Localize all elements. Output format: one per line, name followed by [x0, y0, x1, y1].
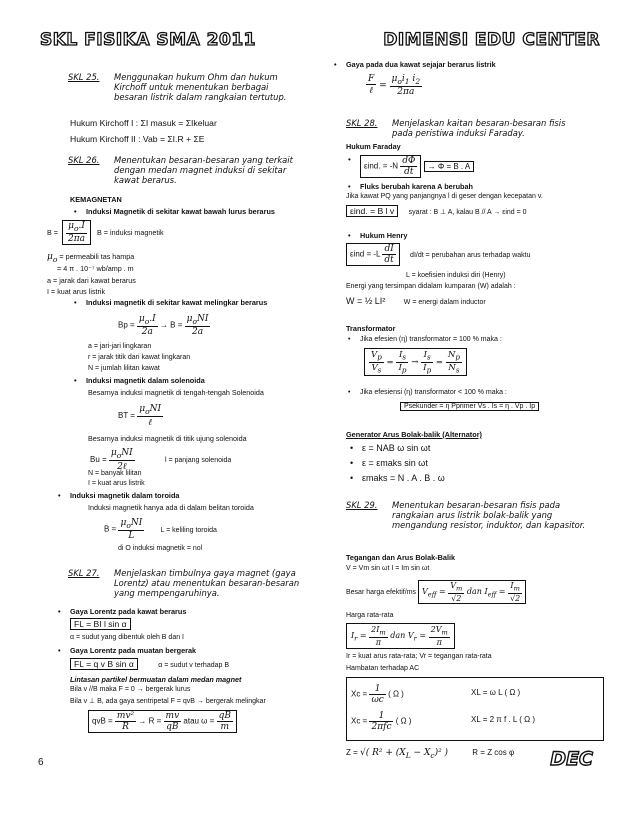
- hambatan-box: [346, 677, 604, 741]
- faraday-heading: Hukum Faraday: [346, 142, 401, 151]
- B-toroida-eq: B =: [104, 524, 117, 534]
- bila-par: Bila v //B maka F = 0 → bergerak lurus: [70, 686, 191, 693]
- skl25-text: Menggunakan hukum Ohm dan hukum Kirchoff untuk menentukan berbagai besaran listrik dalam rangkaian tertutup.: [114, 72, 287, 102]
- lorentz-muatan-heading: • Gaya Lorentz pada muatan bergerak: [70, 646, 196, 655]
- fluks-heading: • Fluks berubah karena A berubah: [360, 182, 473, 191]
- FL-kawat-box: FL = BI l sin α: [70, 618, 131, 630]
- mu0-row: $\mu_o$ = permeabili tas hampa: [47, 252, 135, 264]
- XL-row: XL = ω L ( Ω ): [471, 688, 521, 697]
- fluks-desc: Jika kawat PQ yang panjangnya l di geser dengan kecepatan v.: [346, 193, 543, 200]
- syarat: syarat : B ⊥ A, kalau B // A → εind = 0: [408, 209, 527, 216]
- eps-ind: εind. = -N: [364, 161, 399, 171]
- arrow-B: → B =: [159, 320, 183, 330]
- alpha-desc: α = sudut yang dibentuk oleh B dan I: [70, 634, 184, 641]
- BT-eq: BT =: [118, 411, 135, 421]
- page-number: 6: [38, 757, 44, 768]
- alpha-desc2: α = sudut v terhadap B: [158, 662, 230, 669]
- skl26-text: Menentukan besaran-besaran yang terkait dengan medan magnet induksi di sekitar kawat berarus.: [114, 155, 293, 185]
- efisien100: • Jika efesien (η) transformator = 100 % maka :: [360, 336, 502, 343]
- skl28-text: Menjelaskan kaitan besaran-besaran fisis pada peristiwa induksi Faraday.: [392, 118, 566, 138]
- henry-heading: • Hukum Henry: [360, 231, 407, 240]
- skl27: [68, 568, 313, 598]
- skl29: [346, 500, 606, 530]
- skl27-text: Menjelaskan timbulnya gaya magnet (gaya Lorentz) atau menentukan besaran-besaran yang mempengaruhinya.: [114, 568, 300, 598]
- gen2: • ε = εmaks sin ωt: [362, 458, 428, 468]
- header-title-right: DIMENSI EDU CENTER: [383, 30, 600, 50]
- trafo-formula: $\frac{V_p}{V_s}$ = $\frac{I_s}{I_p}$ → $\frac{I_s}{I_p}$ = $\frac{N_p}{N_s}$: [364, 348, 467, 376]
- gen3: • εmaks = N . A . B . ω: [362, 473, 445, 483]
- Psek: Psekunder = η Pprimer Vs . Is = η . Vp . Ip: [400, 402, 539, 411]
- skl29-text: Menentukan besaran-besaran fisis pada rangkaian arus listrik bolak-balik yang mengandung resistor, induktor, dan kapasitor.: [392, 500, 586, 530]
- B-eq: B =: [47, 227, 58, 237]
- I-desc: I = kuat arus listrik: [47, 287, 106, 296]
- W-eq: W = ½ LI²: [346, 296, 386, 306]
- N-banyak: N = banyak lilitan: [88, 470, 142, 477]
- kirchoff2: Hukum Kirchoff II : Vab = ΣI.R + ΣE: [70, 134, 205, 144]
- B-fraction: $\frac{\mu_o.I}{2\pi a}$: [62, 220, 91, 245]
- B-formula: [47, 220, 164, 245]
- lorentz-kawat-heading: • Gaya Lorentz pada kawat berarus: [70, 607, 186, 616]
- FL-muatan: [70, 658, 229, 670]
- I-kuat: I = kuat arus listrik: [88, 480, 145, 487]
- R-eq: → R =: [138, 716, 162, 726]
- efektif-row: Besar harga efektif/ms $V_{eff}$ = $\frac{V_m}{√2}$ dan $I_{eff}$ = $\frac{I_m}{√2}$: [346, 580, 526, 604]
- di-O: di O induksi magnetik = nol: [118, 545, 203, 552]
- XL2-row: XL = 2 π f . L ( Ω ): [471, 715, 536, 724]
- eps-Blv-row: [346, 205, 527, 217]
- energi-desc: Energi yang tersimpan didalam kumparan (W) adalah :: [346, 283, 516, 290]
- toroida-heading: • Induksi magnetik dalam toroida: [70, 491, 179, 500]
- henry-formula: [346, 243, 531, 266]
- skl29-number: SKL 29.: [346, 500, 378, 510]
- gen1: • ε = NAB ω sin ωt: [362, 443, 430, 453]
- eps-L: εind = -L: [350, 249, 381, 259]
- W-row: [346, 296, 486, 306]
- sejajar-heading: • Gaya pada dua kawat sejajar berarus listrik: [346, 60, 496, 69]
- N-lilitan: N = jumlah lilitan kawat: [88, 365, 160, 372]
- Ir-desc: Ir = kuat arus rata-rata; Vr = tegangan rata-rata: [346, 653, 492, 660]
- header-title-left: SKL FISIKA SMA 2011: [40, 30, 256, 50]
- eps-L-box: εind = -L $\frac{dI}{dt}$: [346, 243, 400, 266]
- lintasan-heading: Lintasan partikel bermuatan dalam medan magnet: [70, 675, 242, 684]
- solenoida-desc: Besarnya induksi magnetik di tengah-tengah Solenoida: [88, 388, 264, 397]
- B-desc: B = induksi magnetik: [97, 227, 164, 237]
- ujung-desc: Besarnya induksi magnetik di titik ujung solenoida: [88, 434, 247, 443]
- FL-muatan-box: FL = q v B sin α: [70, 658, 138, 670]
- Z-row: Z = √( $R^2 + (X_L - X_c)^2$ ) R = Z cos φ: [346, 748, 515, 760]
- Bp-eq: Bp =: [118, 320, 135, 330]
- rata-heading: Harga rata-rata: [346, 612, 394, 619]
- Bp-formula: Bp = $\frac{\mu_o.I}{2a}$ → B = $\frac{\mu_oNI}{2a}$: [118, 314, 209, 337]
- skl26-number: SKL 26.: [68, 155, 100, 165]
- BT-formula: BT = $\frac{\mu_oNI}{\text{ℓ}}$: [118, 404, 162, 428]
- mu0-desc: = permeabili tas hampa: [59, 252, 135, 261]
- R-Z: R = Z cos φ: [472, 748, 515, 757]
- skl26: [68, 155, 313, 185]
- hambatan-heading: Hambatan terhadap AC: [346, 665, 420, 672]
- skl25: [68, 72, 313, 102]
- qvB-eq: qvB =: [92, 716, 113, 726]
- l-panjang: l = panjang solenoida: [164, 457, 232, 465]
- Psek-row: [400, 402, 539, 411]
- a-desc: a = jarak dari kawat berarus: [47, 276, 136, 285]
- Xc-eq: Xc =: [351, 689, 368, 699]
- induksi-lurus-heading: • Induksi Magnetik di sekitar kawat bawah lurus berarus: [86, 207, 275, 216]
- tegangan-heading: Tegangan dan Arus Bolak-Balik: [346, 553, 456, 562]
- Xc2-row: Xc = $\frac{1}{\text{2πfc}}$ ( Ω ): [351, 711, 412, 732]
- efisien-kurang: • Jika efesiensi (η) transformator < 100 % maka :: [360, 389, 507, 396]
- phi-BA: → Φ = B . A: [424, 161, 475, 172]
- eps-Blv: εind. = B l v: [346, 205, 398, 217]
- mu0-value: = 4 π . 10⁻⁷ wb/amp . m: [57, 264, 134, 273]
- Bu-eq: Bu =: [90, 455, 107, 465]
- Z-eq: Z =: [346, 748, 358, 757]
- r-jarak: r = jarak titik dari kawat lingkaran: [88, 354, 191, 361]
- generator-heading: Generator Arus Bolak-balik (Alternator): [346, 430, 482, 439]
- atau-omega: atau ω =: [183, 716, 215, 726]
- toroida-desc: Induksi magnetik hanya ada di dalam belitan toroida: [88, 503, 254, 512]
- faraday-formula: [360, 155, 474, 178]
- Xc2-eq: Xc =: [351, 716, 368, 726]
- L-koef: L = koefisien induksi diri (Henry): [406, 272, 506, 279]
- skl25-number: SKL 25.: [68, 72, 100, 82]
- efektif-label: Besar harga efektif/ms: [346, 588, 417, 596]
- kirchoff1: Hukum Kirchoff I : ΣI masuk = ΣIkeluar: [70, 118, 217, 128]
- qvB-formula: qvB = $\frac{\text{mv²}}{R}$ → R = $\frac{mv}{qB}$ atau ω = $\frac{qB}{m}$: [88, 710, 237, 733]
- Bu-formula: Bu = $\frac{\mu_oNI}{\text{2ℓ}}$ l = panjang solenoida: [90, 448, 232, 472]
- skl27-number: SKL 27.: [68, 568, 100, 578]
- skl28: [346, 118, 596, 138]
- sejajar-formula: $\frac{F}{\text{ℓ}}$ = $\frac{\mu_oi_1 i_2}{2\pi a}$: [368, 74, 421, 97]
- B-toroida-formula: B = $\frac{\mu_oNI}{L}$ L = keliling toroida: [104, 518, 217, 541]
- didt-desc: dI/dt = perubahan arus terhadap waktu: [410, 251, 531, 259]
- bila-perp: Bila v ⊥ B, ada gaya sentripetal F = qvB → bergerak melingkar: [70, 698, 266, 705]
- induksi-lingkaran-heading: • Induksi magnetik di sekitar kawat melingkar berarus: [86, 298, 267, 307]
- kemagnetan-heading: KEMAGNETAN: [70, 195, 122, 204]
- rata-formula: $I_r$ = $\frac{2I_m}{\pi}$ dan $V_r$ = $\frac{2V_m}{\pi}$: [346, 623, 455, 649]
- solenoida-heading: • Induksi magnetik dalam solenoida: [86, 376, 205, 385]
- a-jari: a = jari-jari lingkaran: [88, 343, 152, 350]
- transformator-heading: Transformator: [346, 324, 396, 333]
- Xc-row: Xc = $\frac{1}{\omega c}$ ( Ω ): [351, 684, 404, 705]
- L-keliling: L = keliling toroida: [160, 526, 217, 534]
- FL-kawat: [70, 618, 131, 630]
- eps-ind-box: εind. = -N $\frac{d\Phi}{dt}$: [360, 155, 421, 178]
- skl28-number: SKL 28.: [346, 118, 378, 128]
- W-desc: W = energi dalam inductor: [403, 299, 486, 306]
- V-eq: V = Vm sin ωt I = Im sin ωt: [346, 565, 430, 572]
- dec-logo: DEC: [550, 748, 593, 770]
